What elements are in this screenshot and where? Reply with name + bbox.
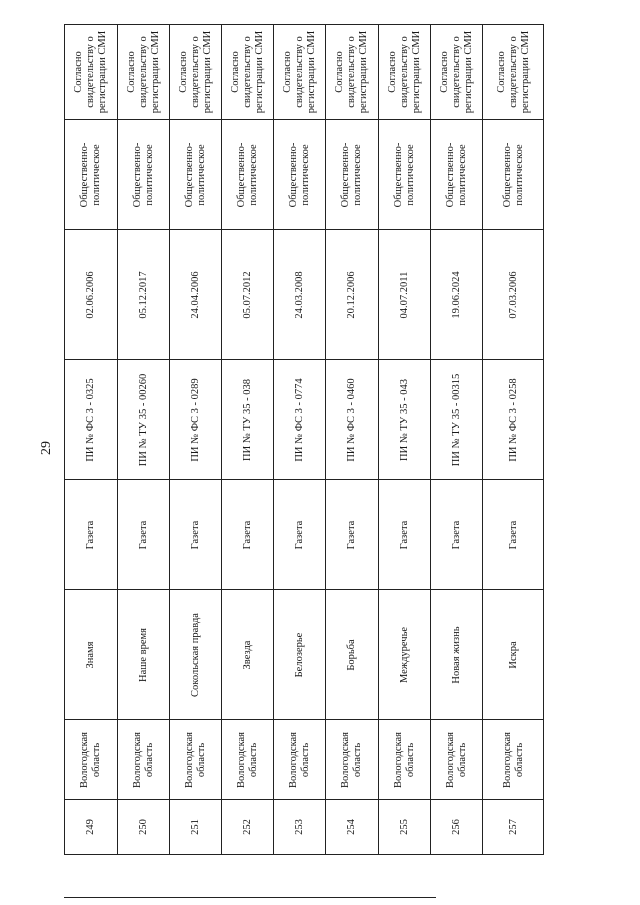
focus-cell-text: Общественно- политическое — [501, 142, 525, 207]
table-row — [482, 25, 544, 855]
basis-cell — [379, 25, 430, 120]
basis-cell — [483, 25, 544, 120]
table-row — [64, 25, 117, 855]
media-type-cell-text: Газета — [450, 520, 462, 549]
media-type-cell — [222, 480, 273, 590]
title-cell-text: Сокольская правда — [189, 612, 201, 697]
reg-number-cell — [170, 360, 221, 480]
basis-cell-text: Согласно свидетельству о регистрации СМИ — [495, 30, 531, 114]
title-cell — [118, 590, 169, 720]
title-cell-text: Междуречье — [398, 626, 410, 683]
reg-date-cell-text: 04.07.2011 — [398, 271, 410, 318]
reg-date-cell-text: 07.03.2006 — [507, 270, 519, 319]
basis-cell-text: Согласно свидетельству о регистрации СМИ — [73, 30, 108, 114]
region-cell-text: Вологодская область — [287, 731, 311, 788]
focus-cell-text: Общественно- политическое — [235, 142, 259, 207]
region-cell-text: Вологодская область — [444, 731, 468, 788]
page-number: 29 — [39, 441, 54, 455]
title-cell — [379, 590, 430, 720]
reg-date-cell-text: 19.06.2024 — [450, 270, 462, 319]
title-cell-text: Наше время — [137, 627, 149, 682]
table-row — [169, 25, 221, 855]
row-number-text: 254 — [346, 819, 357, 835]
region-cell-text: Вологодская область — [340, 731, 363, 788]
focus-cell — [326, 120, 378, 230]
reg-number-cell — [274, 360, 325, 480]
basis-cell-text: Согласно свидетельству о регистрации СМИ — [281, 30, 317, 114]
reg-date-cell — [274, 230, 325, 360]
title-cell-text: Борьба — [346, 638, 357, 671]
reg-date-cell — [431, 230, 482, 360]
table-row — [273, 25, 325, 855]
title-cell-text: Знамя — [85, 640, 96, 669]
region-cell-text: Вологодская область — [392, 731, 416, 788]
title-cell-text: Искра — [507, 640, 519, 669]
focus-cell-text: Общественно- политическое — [79, 142, 102, 207]
reg-date-cell — [483, 230, 544, 360]
reg-number-cell — [65, 360, 117, 480]
media-type-cell — [431, 480, 482, 590]
reg-date-cell — [170, 230, 221, 360]
media-type-cell-text: Газета — [137, 520, 149, 549]
region-cell-text: Вологодская область — [79, 731, 102, 788]
media-type-cell-text: Газета — [241, 520, 253, 549]
reg-number-cell-text: ПИ № ТУ 35 - 00260 — [137, 373, 149, 466]
row-number-text: 251 — [189, 819, 201, 835]
row-number — [274, 800, 325, 855]
basis-cell-text: Согласно свидетельству о регистрации СМИ — [438, 30, 474, 114]
media-type-cell — [118, 480, 169, 590]
reg-date-cell-text: 24.04.2006 — [189, 270, 201, 319]
region-cell-text: Вологодская область — [131, 731, 155, 788]
focus-cell — [274, 120, 325, 230]
media-type-cell-text: Газета — [507, 520, 519, 549]
row-number-text: 250 — [137, 819, 149, 835]
reg-date-cell — [118, 230, 169, 360]
title-cell — [483, 590, 544, 720]
basis-cell — [431, 25, 482, 120]
reg-number-cell-text: ПИ № ТУ 35 - 00315 — [450, 373, 462, 466]
focus-cell-text: Общественно- политическое — [444, 142, 468, 207]
reg-number-cell-text: ПИ № ТУ 35 - 043 — [398, 378, 410, 461]
reg-number-cell — [431, 360, 482, 480]
focus-cell — [483, 120, 544, 230]
focus-cell — [379, 120, 430, 230]
basis-cell-text: Согласно свидетельству о регистрации СМИ — [229, 30, 265, 114]
reg-date-cell-text: 05.12.2017 — [137, 270, 149, 319]
focus-cell-text: Общественно- политическое — [392, 142, 416, 207]
focus-cell — [118, 120, 169, 230]
reg-number-cell — [118, 360, 169, 480]
region-cell — [326, 720, 378, 800]
focus-cell-text: Общественно- политическое — [287, 142, 311, 207]
media-type-cell-text: Газета — [189, 520, 201, 549]
table-row — [117, 25, 169, 855]
row-number — [431, 800, 482, 855]
basis-cell — [274, 25, 325, 120]
registry-table — [64, 24, 544, 854]
focus-cell — [431, 120, 482, 230]
reg-date-cell — [379, 230, 430, 360]
media-type-cell — [274, 480, 325, 590]
region-cell — [65, 720, 117, 800]
title-cell-text: Новая жизнь — [450, 625, 462, 684]
row-number-text: 255 — [398, 819, 410, 835]
row-number — [222, 800, 273, 855]
title-cell — [431, 590, 482, 720]
focus-cell — [65, 120, 117, 230]
media-type-cell-text: Газета — [346, 520, 357, 549]
row-number — [65, 800, 117, 855]
focus-cell — [222, 120, 273, 230]
reg-number-cell — [326, 360, 378, 480]
reg-number-cell — [222, 360, 273, 480]
reg-date-cell — [222, 230, 273, 360]
focus-cell — [170, 120, 221, 230]
region-cell — [483, 720, 544, 800]
reg-date-cell-text: 20.12.2006 — [346, 270, 357, 319]
reg-number-cell — [379, 360, 430, 480]
media-type-cell — [483, 480, 544, 590]
reg-date-cell — [326, 230, 378, 360]
reg-date-cell — [65, 230, 117, 360]
media-type-cell-text: Газета — [85, 520, 96, 549]
table-row — [430, 25, 482, 855]
basis-cell-text: Согласно свидетельству о регистрации СМИ — [386, 30, 422, 114]
media-type-cell — [65, 480, 117, 590]
reg-date-cell-text: 24.03.2008 — [293, 270, 305, 319]
region-cell — [222, 720, 273, 800]
basis-cell — [170, 25, 221, 120]
media-type-cell-text: Газета — [293, 520, 305, 549]
title-cell-text: Звезда — [241, 640, 253, 669]
focus-cell-text: Общественно- политическое — [340, 142, 363, 207]
row-number — [326, 800, 378, 855]
media-type-cell-text: Газета — [398, 520, 410, 549]
reg-number-cell-text: ПИ № ТУ 35 - 038 — [241, 378, 253, 461]
reg-number-cell-text: ПИ № ФС 3 - 0258 — [507, 377, 519, 462]
table-row — [221, 25, 273, 855]
basis-cell — [326, 25, 378, 120]
table-row — [325, 25, 378, 855]
row-number-text: 252 — [241, 819, 253, 835]
reg-number-cell-text: ПИ № ФС 3 - 0460 — [346, 377, 357, 462]
table-row — [378, 25, 430, 855]
basis-cell-text: Согласно свидетельству о регистрации СМИ — [334, 30, 369, 114]
media-type-cell — [379, 480, 430, 590]
region-cell-text: Вологодская область — [183, 731, 207, 788]
reg-date-cell-text: 02.06.2006 — [85, 270, 96, 319]
row-number-text: 257 — [507, 819, 519, 835]
title-cell — [274, 590, 325, 720]
basis-cell — [222, 25, 273, 120]
region-cell — [431, 720, 482, 800]
title-cell — [222, 590, 273, 720]
focus-cell-text: Общественно- политическое — [183, 142, 207, 207]
title-cell — [65, 590, 117, 720]
row-number-text: 256 — [450, 819, 462, 835]
reg-number-cell-text: ПИ № ФС 3 - 0325 — [85, 377, 96, 462]
reg-number-cell-text: ПИ № ФС 3 - 0289 — [189, 377, 201, 462]
basis-cell — [118, 25, 169, 120]
reg-number-cell — [483, 360, 544, 480]
media-type-cell — [326, 480, 378, 590]
region-cell — [170, 720, 221, 800]
row-number — [170, 800, 221, 855]
title-cell — [326, 590, 378, 720]
title-cell-text: Белозерье — [293, 632, 305, 677]
row-number — [483, 800, 544, 855]
focus-cell-text: Общественно- политическое — [131, 142, 155, 207]
region-cell — [118, 720, 169, 800]
basis-cell-text: Согласно свидетельству о регистрации СМИ — [125, 30, 161, 114]
row-number — [379, 800, 430, 855]
row-number-text: 249 — [85, 819, 96, 835]
row-number-text: 253 — [293, 819, 305, 835]
media-type-cell — [170, 480, 221, 590]
basis-cell-text: Согласно свидетельству о регистрации СМИ — [177, 30, 213, 114]
region-cell-text: Вологодская область — [235, 731, 259, 788]
region-cell-text: Вологодская область — [501, 731, 525, 788]
region-cell — [274, 720, 325, 800]
reg-date-cell-text: 05.07.2012 — [241, 270, 253, 319]
row-number — [118, 800, 169, 855]
region-cell — [379, 720, 430, 800]
bottom-rule — [64, 897, 436, 898]
basis-cell — [65, 25, 117, 120]
title-cell — [170, 590, 221, 720]
reg-number-cell-text: ПИ № ФС 3 - 0774 — [293, 377, 305, 462]
